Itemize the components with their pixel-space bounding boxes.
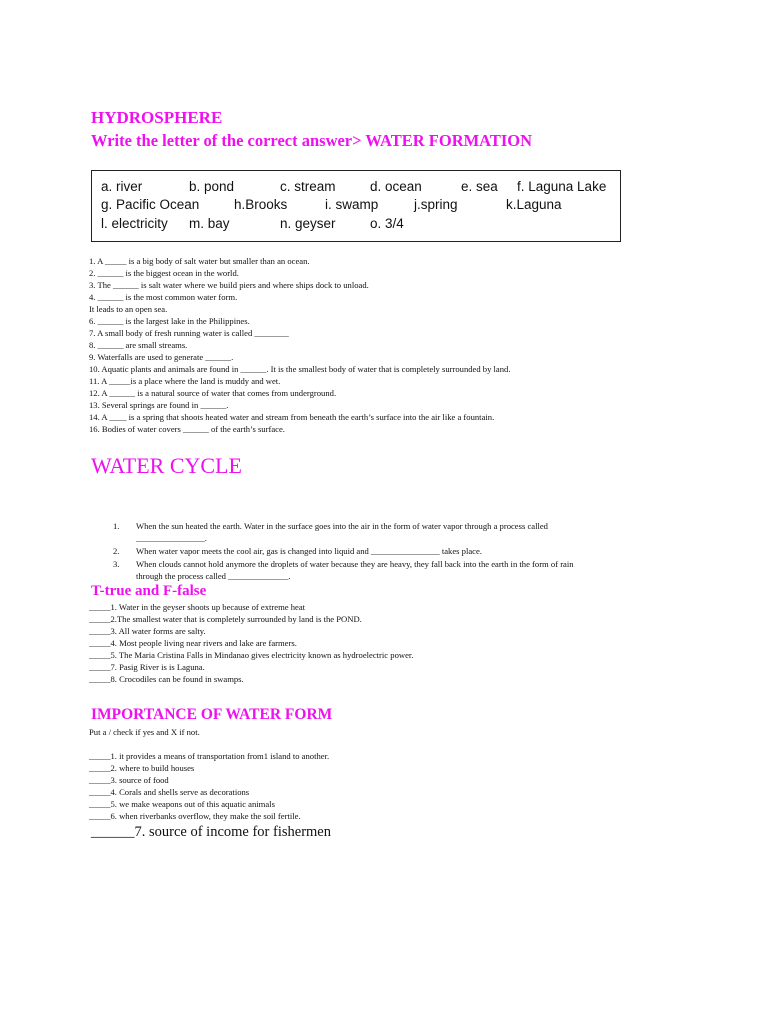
list-item: 9. Waterfalls are used to generate ______. bbox=[89, 352, 234, 362]
section-title-importance: IMPORTANCE OF WATER FORM bbox=[91, 706, 333, 723]
section-title-true-false: T-true and F-false bbox=[91, 583, 207, 599]
choice-a: a. river bbox=[101, 179, 143, 194]
choice-i: i. swamp bbox=[325, 197, 379, 212]
list-item: _____2.The smallest water that is completely surrounded by land is the POND. bbox=[89, 614, 362, 624]
list-item: 1. A _____ is a big body of salt water but smaller than an ocean. bbox=[89, 256, 310, 266]
list-item: 2. ______ is the biggest ocean in the world. bbox=[89, 268, 239, 278]
list-item: _____1. Water in the geyser shoots up because of extreme heat bbox=[89, 602, 306, 612]
importance-list bbox=[89, 750, 329, 822]
list-item bbox=[113, 520, 673, 544]
list-item: _____5. The Maria Cristina Falls in Mindanao gives electricity known as hydroelectric power. bbox=[89, 650, 414, 660]
list-item: _____5. we make weapons out of this aquatic animals bbox=[89, 799, 275, 809]
list-item: 14. A ____ is a spring that shoots heated water and stream from beneath the earth’s surface into the air like a fountain. bbox=[89, 412, 495, 422]
choice-h: h.Brooks bbox=[234, 197, 288, 212]
question-list bbox=[89, 255, 510, 435]
list-item: _____8. Crocodiles can be found in swamps. bbox=[89, 674, 244, 684]
choice-g: g. Pacific Ocean bbox=[101, 197, 200, 212]
list-item: 10. Aquatic plants and animals are found in ______. It is the smallest body of water that is completely surrounded by land. bbox=[89, 364, 511, 374]
item-text: When the sun heated the earth. Water in the surface goes into the air in the form of water vapor through a process called bbox=[136, 521, 548, 531]
choice-k: k.Laguna bbox=[506, 197, 562, 212]
answer-choices-box bbox=[91, 170, 621, 242]
list-item: _____7. Pasig River is is Laguna. bbox=[89, 662, 205, 672]
list-item bbox=[113, 558, 673, 582]
choice-n: n. geyser bbox=[280, 216, 336, 231]
list-item: 8. ______ are small streams. bbox=[89, 340, 188, 350]
item-number: 3. bbox=[113, 559, 120, 569]
section-title-hydrosphere: HYDROSPHERE bbox=[91, 108, 223, 127]
list-item: It leads to an open sea. bbox=[89, 304, 168, 314]
item-text-continued: ________________. bbox=[136, 533, 207, 543]
list-item: 6. ______ is the largest lake in the Philippines. bbox=[89, 316, 250, 326]
instruction-note: Put a / check if yes and X if not. bbox=[89, 727, 200, 737]
list-item: _____4. Corals and shells serve as decorations bbox=[89, 787, 250, 797]
choice-j: j.spring bbox=[414, 197, 458, 212]
choice-f: f. Laguna Lake bbox=[517, 179, 607, 194]
choice-e: e. sea bbox=[461, 179, 498, 194]
list-item: _____6. when riverbanks overflow, they make the soil fertile. bbox=[89, 811, 301, 821]
item-text: When water vapor meets the cool air, gas is changed into liquid and ________________ takes place. bbox=[136, 546, 482, 556]
water-cycle-list bbox=[113, 520, 673, 582]
list-item: 13. Several springs are found in ______. bbox=[89, 400, 229, 410]
instruction-heading: Write the letter of the correct answer> WATER FORMATION bbox=[91, 131, 533, 150]
list-item: _____3. All water forms are salty. bbox=[89, 626, 206, 636]
item-number: 1. bbox=[113, 521, 120, 531]
list-item bbox=[113, 545, 673, 557]
choice-l: l. electricity bbox=[101, 216, 168, 231]
list-item: 11. A _____is a place where the land is muddy and wet. bbox=[89, 376, 281, 386]
list-item: 3. The ______ is salt water where we build piers and where ships dock to unload. bbox=[89, 280, 369, 290]
list-item: _____2. where to build houses bbox=[89, 763, 195, 773]
list-item: 12. A ______ is a natural source of water that comes from underground. bbox=[89, 388, 337, 398]
item-number: 2. bbox=[113, 546, 120, 556]
list-item: 7. A small body of fresh running water is called ________ bbox=[89, 328, 289, 338]
choice-o: o. 3/4 bbox=[370, 216, 404, 231]
item-text-continued: through the process called ______________. bbox=[136, 571, 291, 581]
list-item: _____3. source of food bbox=[89, 775, 169, 785]
list-item: 4. ______ is the most common water form. bbox=[89, 292, 238, 302]
choice-c: c. stream bbox=[280, 179, 336, 194]
section-title-water-cycle: WATER CYCLE bbox=[91, 453, 242, 478]
true-false-list bbox=[89, 601, 413, 685]
choice-b: b. pond bbox=[189, 179, 235, 194]
list-item: _____4. Most people living near rivers and lake are farmers. bbox=[89, 638, 297, 648]
item-text: When clouds cannot hold anymore the droplets of water because they are heavy, they fall back into the earth in the form of rain bbox=[136, 559, 574, 569]
choice-m: m. bay bbox=[189, 216, 230, 231]
list-item-large: ______7. source of income for fishermen bbox=[91, 824, 331, 840]
list-item: _____1. it provides a means of transportation from1 island to another. bbox=[89, 751, 330, 761]
choice-d: d. ocean bbox=[370, 179, 422, 194]
list-item: 16. Bodies of water covers ______ of the earth’s surface. bbox=[89, 424, 285, 434]
